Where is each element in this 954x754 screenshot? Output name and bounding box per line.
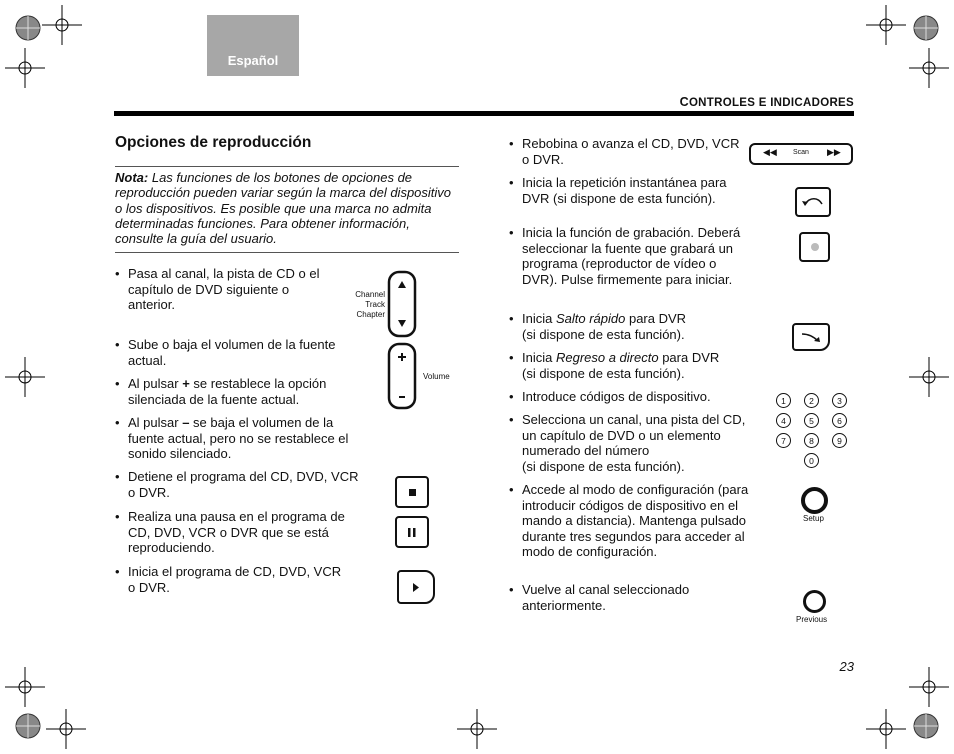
- previous-label: Previous: [796, 615, 828, 624]
- registration-crosshair: [46, 709, 86, 749]
- keypad-key-0[interactable]: 0: [804, 453, 819, 468]
- setup-label: Setup: [803, 514, 824, 523]
- note-top-divider: [115, 166, 459, 167]
- registration-crosshair: [866, 709, 906, 749]
- keypad-key-1[interactable]: 1: [776, 393, 791, 408]
- registration-crosshair: [42, 5, 82, 45]
- chapter-label: Chapter: [356, 310, 385, 319]
- record-button[interactable]: [799, 232, 830, 262]
- keypad-key-5[interactable]: 5: [804, 413, 819, 428]
- pause-icon: [407, 528, 417, 537]
- bullet-live: • Inicia Regreso a directo para DVR (si dispone de esta función).: [509, 350, 752, 381]
- registration-crosshair: [909, 667, 949, 707]
- rewind-icon: ◀◀: [763, 147, 777, 157]
- volume-rocker-button[interactable]: [387, 342, 417, 410]
- registration-crosshair: [5, 357, 45, 397]
- registration-mark-circle: [906, 8, 946, 48]
- note: [115, 170, 458, 246]
- page-number: 23: [839, 659, 854, 674]
- bullet-replay: • Inicia la repetición instantánea para DVR (si dispone de esta función).: [509, 175, 754, 206]
- page-title: Opciones de reproducción: [115, 134, 312, 151]
- language-tab-label: Español: [227, 53, 279, 68]
- registration-crosshair: [909, 357, 949, 397]
- previous-button[interactable]: [803, 590, 826, 613]
- scan-button[interactable]: [749, 143, 853, 165]
- registration-mark-circle: [906, 706, 946, 746]
- quick-skip-button[interactable]: [792, 323, 830, 351]
- replay-button[interactable]: [795, 187, 831, 217]
- registration-crosshair: [909, 48, 949, 88]
- keypad-key-9[interactable]: 9: [832, 433, 847, 448]
- bullet-skip: • Inicia Salto rápido para DVR (si dispone de esta función).: [509, 311, 752, 342]
- bullet-stop: • Detiene el programa del CD, DVD, VCR o DVR.: [115, 469, 363, 500]
- bullet-scan: • Rebobina o avanza el CD, DVD, VCR o DVR.: [509, 136, 744, 167]
- keypad-key-4[interactable]: 4: [776, 413, 791, 428]
- registration-crosshair: [5, 667, 45, 707]
- play-icon: [412, 583, 420, 592]
- keypad-key-8[interactable]: 8: [804, 433, 819, 448]
- keypad-key-2[interactable]: 2: [804, 393, 819, 408]
- bullet-volume-minus: • Al pulsar – se baja el volumen de la fuente actual, pero no se restablece el sonido silenciado.: [115, 415, 363, 462]
- play-button[interactable]: [397, 570, 435, 604]
- registration-crosshair: [866, 5, 906, 45]
- bullet-codes: • Introduce códigos de dispositivo.: [509, 389, 752, 405]
- bullet-play: • Inicia el programa de CD, DVD, VCR o DVR.: [115, 564, 343, 595]
- registration-crosshair: [5, 48, 45, 88]
- channel-label: Channel: [355, 290, 385, 299]
- bullet-channel: • Pasa al canal, la pista de CD o el capítulo de DVD siguiente o anterior.: [115, 266, 328, 313]
- pause-button[interactable]: [395, 516, 429, 548]
- bullet-previous: • Vuelve al canal seleccionado anteriormente.: [509, 582, 727, 613]
- record-icon: [811, 243, 819, 251]
- fast-forward-icon: ▶▶: [827, 147, 841, 157]
- bullet-volume: • Sube o baja el volumen de la fuente actual.: [115, 337, 338, 368]
- bullet-select: • Selecciona un canal, una pista del CD, un capítulo de DVD o un elemento numerado del número (si dispone de esta función).: [509, 412, 747, 474]
- keypad-key-6[interactable]: 6: [832, 413, 847, 428]
- quick-skip-icon: [799, 330, 823, 344]
- replay-icon: [801, 195, 825, 209]
- header-rule: [114, 111, 854, 116]
- keypad-key-7[interactable]: 7: [776, 433, 791, 448]
- setup-button[interactable]: [801, 487, 828, 514]
- bullet-pause: • Realiza una pausa en el programa de CD, DVD, VCR o DVR que se está reproduciendo.: [115, 509, 363, 556]
- registration-crosshair: [457, 709, 497, 749]
- bullet-volume-plus: • Al pulsar + se restablece la opción silenciada de la fuente actual.: [115, 376, 363, 407]
- stop-icon: [409, 489, 416, 496]
- scan-label: Scan: [793, 149, 809, 156]
- keypad-key-3[interactable]: 3: [832, 393, 847, 408]
- bullet-setup: • Accede al modo de configuración (para introducir códigos de dispositivo en el mando a distancia). Mantenga pulsado durante tres segundos para acceder al modo de configuración.: [509, 482, 754, 560]
- language-tab: [207, 15, 299, 76]
- channel-label-group: [354, 290, 385, 320]
- note-bottom-divider: [115, 252, 459, 253]
- stop-button[interactable]: [395, 476, 429, 508]
- track-label: Track: [365, 300, 385, 309]
- volume-label: Volume: [423, 372, 450, 381]
- section-header: CONTROLES E INDICADORES: [679, 95, 854, 109]
- note-text: Las funciones de los botones de opciones de reproducción pueden variar según la marca del dispositivo o los dispositivos. Es posible que una marca no admita determinadas funciones. Para obtener información, consulte la guía del usuario.: [115, 170, 452, 247]
- bullet-record: • Inicia la función de grabación. Deberá seleccionar la fuente que grabará un programa (reproductor de vídeo o DVR). Pulse firmemente para iniciar.: [509, 225, 752, 287]
- note-label: Nota:: [115, 170, 149, 185]
- channel-rocker-button[interactable]: [387, 270, 417, 338]
- registration-mark-circle: [8, 706, 48, 746]
